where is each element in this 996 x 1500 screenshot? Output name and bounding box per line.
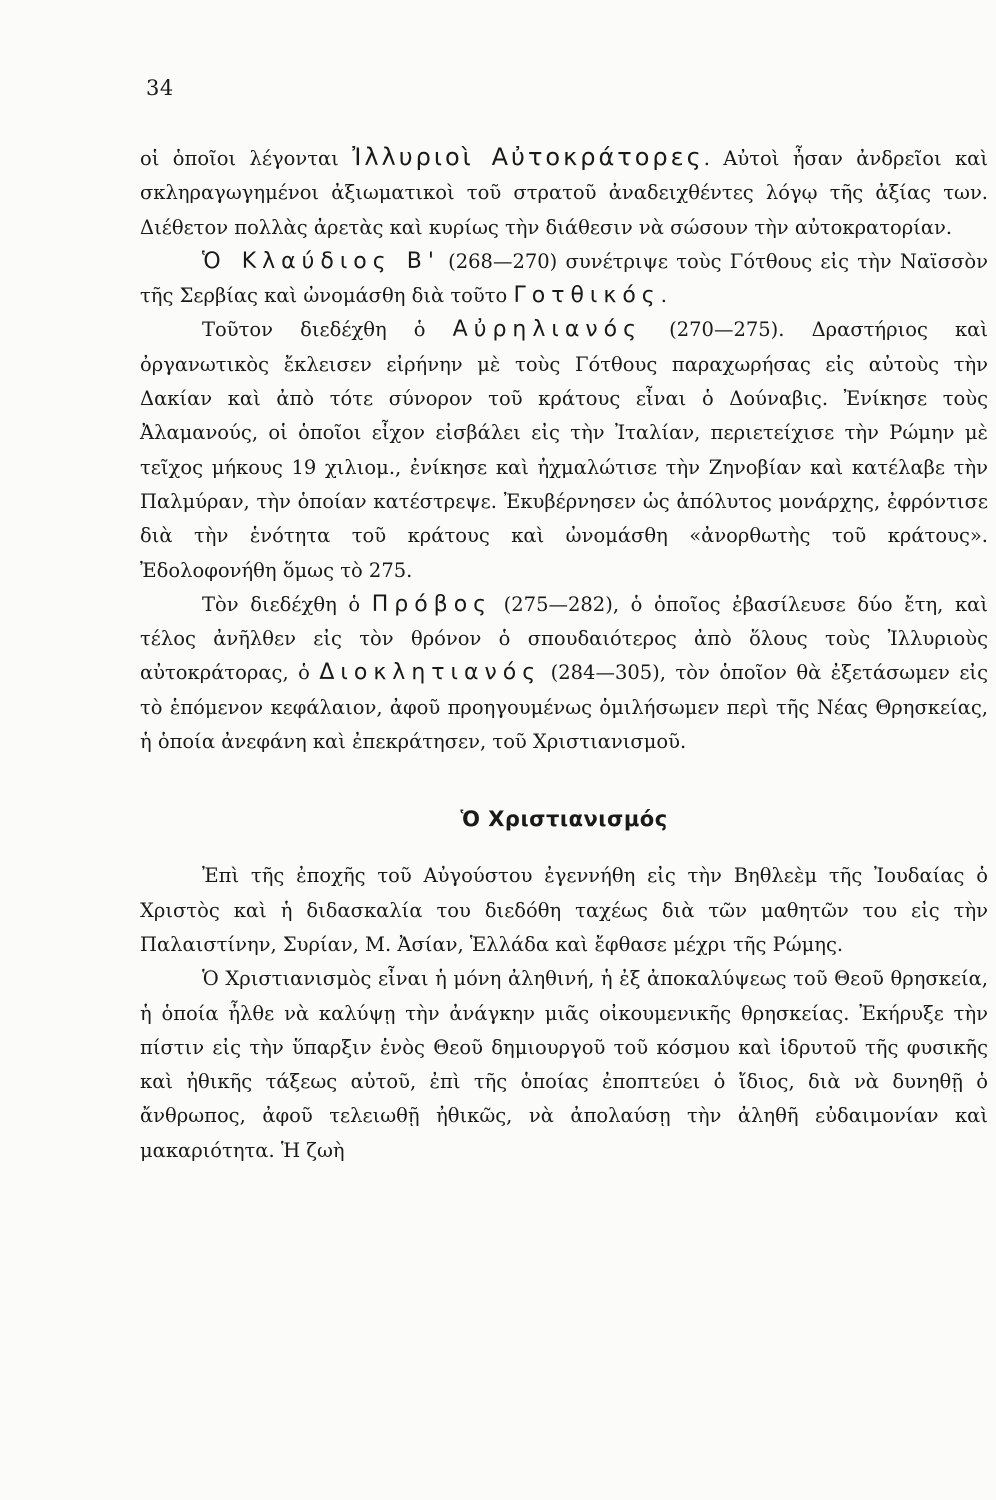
text-run: Τὸν διεδέχθη ὁ (202, 592, 372, 616)
emphasized-name: Πρόβος (371, 591, 493, 617)
text-run: (268—270) συνέτριψε τοὺς Γότθους εἰς τὴν Ναϊσσὸν τῆς Σερβίας καὶ ὠνομάσθη διὰ τοῦτο (140, 249, 988, 308)
emphasized-name: Αὐρηλιανός (452, 317, 642, 343)
paragraph-christianity: Ὁ Χριστιανισμὸς εἶναι ἡ μόνη ἀληθινή, ἡ ἐξ ἀποκαλύψεως τοῦ Θεοῦ θρησκεία, ἡ ὁποία ἦλθε νὰ καλύψῃ τὴν ἀνάγκην μιᾶς οἰκουμενικῆς θρησκείας. Ἐκήρυξε τὴν πίστιν εἰς τὴν ὕπαρξιν ἑνὸς Θεοῦ δημιουργοῦ τοῦ κόσμου καὶ ἱδρυτοῦ τῆς φυσικῆς καὶ ἠθικῆς τάξεως αὐτοῦ, ἐπὶ τῆς ὁποίας ἐποπτεύει ὁ ἴδιος, διὰ νὰ δυνηθῇ ὁ ἄνθρωπος, ἀφοῦ τελειωθῇ ἠθικῶς, νὰ ἀπολαύσῃ τὴν ἀληθῆ εὐδαιμονίαν καὶ μακαριότητα. Ἡ ζωὴ (140, 967, 988, 1162)
text-run: . (660, 284, 667, 308)
emphasized-name: Διοκλητιανός (319, 660, 542, 686)
text-run: (284—305), τὸν ὁποῖον θὰ ἐξετάσωμεν εἰς τὸ ἑπόμενον κεφάλαιον, ἀφοῦ προηγουμένως ὁμιλήσωμεν περὶ τῆς Νέας Θρησκείας, ἡ ὁποία ἀνεφάνη καὶ ἐπεκράτησεν, τοῦ Χριστιανισμοῦ. (140, 661, 988, 754)
paragraph-probus-diocletian (140, 588, 988, 759)
body-text (140, 140, 988, 1168)
paragraph-illyrian-emperors (140, 140, 988, 245)
page-number: 34 (146, 76, 174, 100)
paragraph-claudius (140, 245, 988, 314)
paragraph-birth-of-christ: Ἐπὶ τῆς ἐποχῆς τοῦ Αὐγούστου ἐγεννήθη εἰς τὴν Βηθλεὲμ τῆς Ἰουδαίας ὁ Χριστὸς καὶ ἡ διδασκαλία του διεδόθη ταχέως διὰ τῶν μαθητῶν του εἰς τὴν Παλαιστίνην, Συρίαν, Μ. Ἀσίαν, Ἑλλάδα καὶ ἔφθασε μέχρι τῆς Ρώμης. (140, 864, 988, 956)
text-run: οἱ ὁποῖοι λέγονται (140, 147, 353, 170)
text-run: (270—275). Δραστήριος καὶ ὀργανωτικὸς ἔκλεισεν εἰρήνην μὲ τοὺς Γότθους παραχωρήσας εἰς αὐτοὺς τὴν Δακίαν καὶ ἀπὸ τότε σύνορον τοῦ κράτους εἶναι ὁ Δούναβις. Ἐνίκησε τοὺς Ἀλαμανούς, οἱ ὁποῖοι εἶχον εἰσβάλει εἰς τὴν Ἰταλίαν, περιετείχισε τὴν Ρώμην μὲ τεῖχος μήκους 19 χιλιομ., ἐνίκησε καὶ ἠχμαλώτισε τὴν Ζηνοβίαν καὶ κατέλαβε τὴν Παλμύραν, τὴν ὁποίαν κατέστρεψε. Ἐκυβέρνησεν ὡς ἀπόλυτος μονάρχης, ἐφρόντισε διὰ τὴν ἑνότητα τοῦ κράτους καὶ ὠνομάσθη «ἀνορθωτὴς τοῦ κράτους». Ἐδολοφονήθη ὅμως τὸ 275. (140, 318, 988, 582)
text-run: Τοῦτον διεδέχθη ὁ (202, 318, 453, 342)
text-run: . Αὐτοὶ ἦσαν ἀνδρεῖοι καὶ σκληραγωγημένοι ἀξιωματικοὶ τοῦ στρατοῦ ἀναδειχθέντες λόγῳ τῆς ἀξίας των. Διέθετον πολλὰς ἀρετὰς καὶ κυρίως τὴν διάθεσιν νὰ σώσουν τὴν αὐτοκρατορίαν. (140, 147, 988, 239)
emphasized-term: Ἰλλυριοὶ Αὐτοκράτορες (352, 143, 704, 171)
emphasized-name: Γοτθικός (513, 283, 661, 309)
paragraph-aurelian (140, 313, 988, 587)
emphasized-name: Ὁ Κλαύδιος Β' (202, 248, 440, 274)
text-run: (275—282), ὁ ὁποῖος ἐβασίλευσε δύο ἔτη, καὶ τέλος ἀνῆλθεν εἰς τὸν θρόνον ὁ σπουδαιότερος ἀπὸ ὅλους τοὺς Ἰλλυριοὺς αὐτοκράτορας, ὁ (140, 592, 988, 685)
section-heading: Ὁ Χριστιανισμός (460, 807, 668, 832)
